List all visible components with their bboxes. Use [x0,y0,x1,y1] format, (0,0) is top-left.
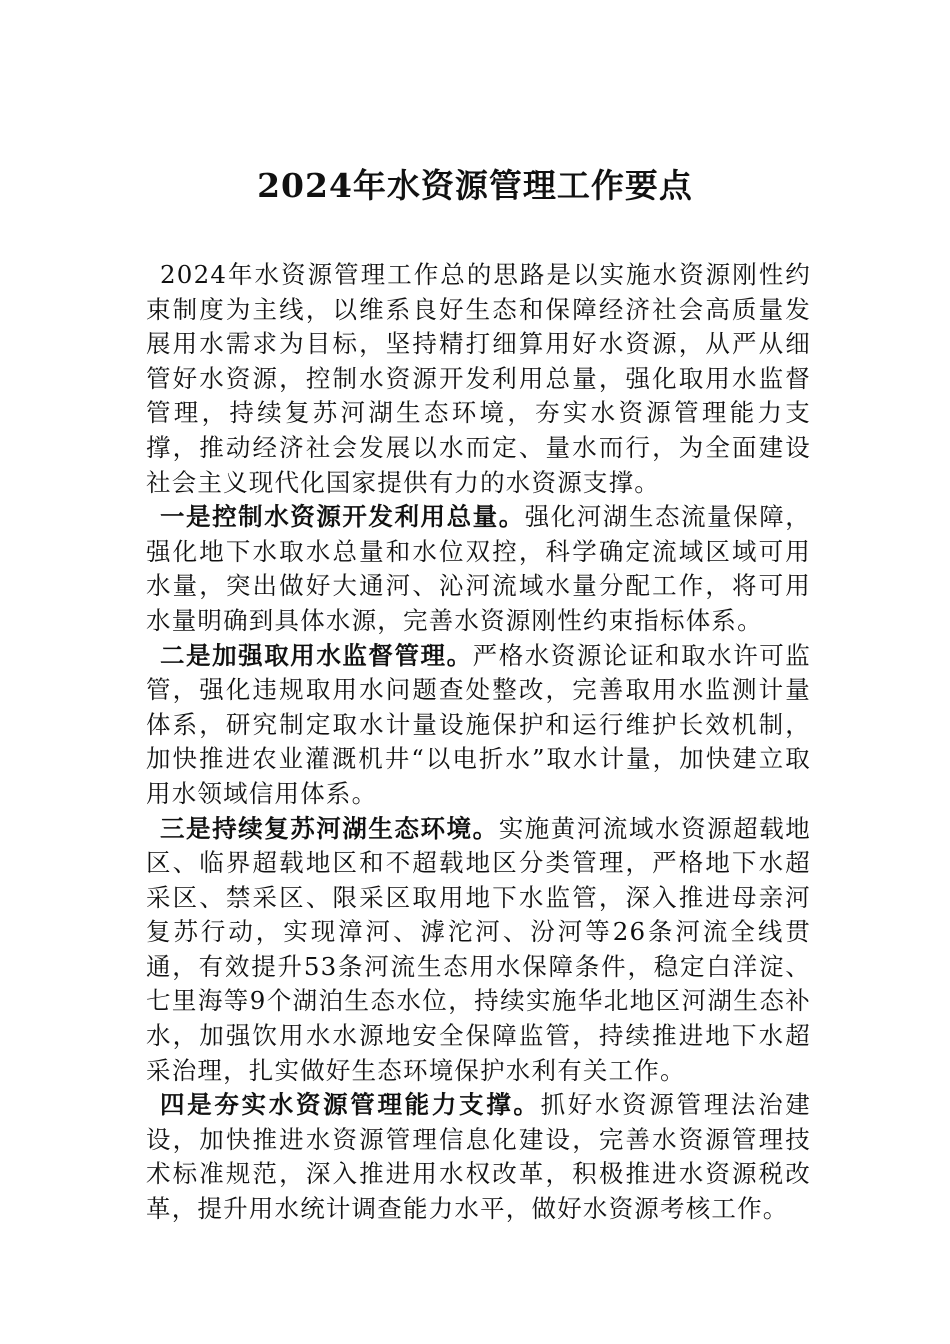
point-paragraph-2 [146,639,811,812]
document-body [146,258,811,1227]
point-heading-3: 三是持续复苏河湖生态环境。 [160,813,499,843]
intro-paragraph: 2024年水资源管理工作总的思路是以实施水资源刚性约束制度为主线，以维系良好生态和保障经济社会高质量发展用水需求为目标，坚持精打细算用好水资源，从严从细管好水资源，控制水资源开发利用总量，强化取用水监督管理，持续复苏河湖生态环境，夯实水资源管理能力支撑，推动经济社会发展以水而定、量水而行，为全面建设社会主义现代化国家提供有力的水资源支撑。 [146,260,811,497]
document-title: 2024年水资源管理工作要点 [257,166,693,205]
point-heading-1: 一是控制水资源开发利用总量。 [160,502,525,532]
point-heading-2: 二是加强取用水监督管理。 [160,640,473,670]
point-heading-4: 四是夯实水资源管理能力支撑。 [160,1090,541,1120]
point-text-3: 实施黄河流域水资源超载地区、临界超载地区和不超载地区分类管理，严格地下水超采区、禁采区、限采区取用地下水监管，深入推进母亲河复苏行动，实现漳河、滹沱河、汾河等26条河流全线贯通，有效提升53条河流生态用水保障条件，稳定白洋淀、七里海等9个湖泊生态水位，持续实施华北地区河湖生态补水，加强饮用水水源地安全保障监管，持续推进地下水超采治理，扎实做好生态环境保护水利有关工作。 [146,813,811,1085]
point-text-2: 严格水资源论证和取水许可监管，强化违规取用水问题查处整改，完善取用水监测计量体系，研究制定取水计量设施保护和运行维护长效机制，加快推进农业灌溉机井“以电折水”取水计量，加快建立取用水领域信用体系。 [146,640,811,808]
point-text-4: 抓好水资源管理法治建设，加快推进水资源管理信息化建设，完善水资源管理技术标准规范，深入推进用水权改革，积极推进水资源税改革，提升用水统计调查能力水平，做好水资源考核工作。 [146,1090,811,1224]
point-paragraph-1 [146,500,811,638]
point-paragraph-3 [146,812,811,1089]
point-paragraph-4 [146,1088,811,1226]
point-text-1: 强化河湖生态流量保障，强化地下水取水总量和水位双控，科学确定流域区域可用水量，突出做好大通河、沁河流域水量分配工作，将可用水量明确到具体水源，完善水资源刚性约束指标体系。 [146,502,811,635]
